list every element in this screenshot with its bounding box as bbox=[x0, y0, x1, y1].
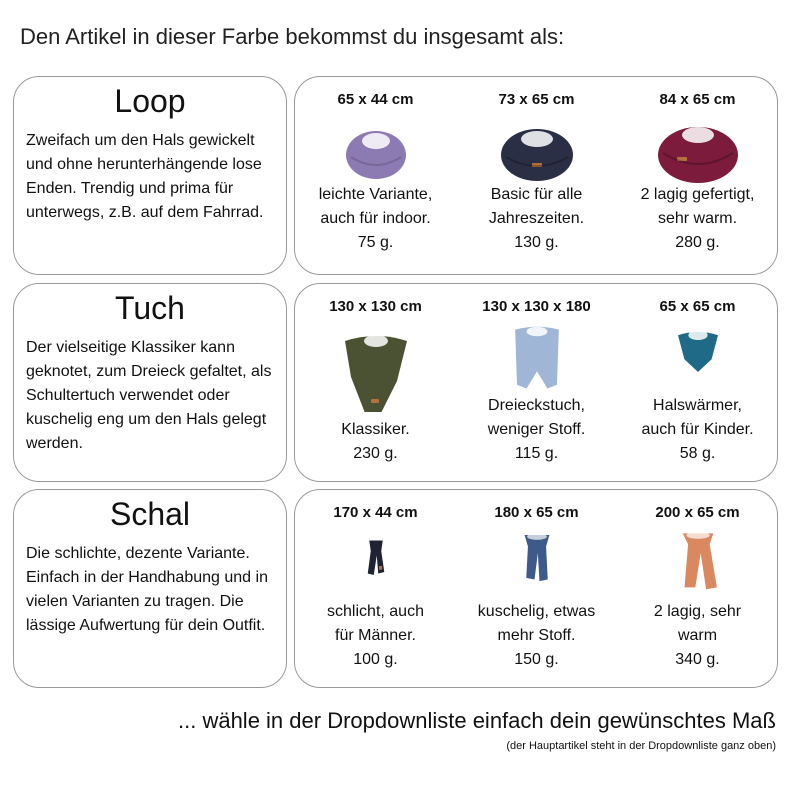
variant-weight: 280 g. bbox=[675, 234, 720, 251]
variant-caption: Dreieckstuch, weniger Stoff. 115 g. bbox=[456, 394, 617, 466]
type-description: Der vielseitige Klassiker kann geknotet, zum Dreieck gefaltet, als Schultertuch verwendet oder kuschelig eng um den Hals gelegt werden. bbox=[26, 339, 272, 452]
long-scarf-icon bbox=[331, 536, 421, 596]
page-header: Den Artikel in dieser Farbe bekommst du insgesamt als: bbox=[20, 24, 565, 49]
type-title: Tuch bbox=[115, 290, 185, 326]
type-card-tuch bbox=[13, 283, 287, 482]
variant-weight: 340 g. bbox=[675, 651, 720, 668]
long-scarf-icon bbox=[492, 530, 582, 596]
variant-caption: 2 lagig gefertigt, sehr warm. 280 g. bbox=[617, 183, 778, 255]
variant-weight: 150 g. bbox=[514, 651, 559, 668]
variant-caption: Klassiker. 230 g. bbox=[341, 421, 410, 462]
loop-scarf-icon bbox=[331, 113, 421, 193]
variant-weight: 100 g. bbox=[353, 651, 398, 668]
triangle-scarf-icon bbox=[331, 322, 421, 412]
variant-size: 65 x 65 cm bbox=[659, 298, 736, 315]
loop-scarf-icon bbox=[492, 113, 582, 193]
variant-caption: schlicht, auch für Männer. 100 g. bbox=[295, 600, 456, 672]
variant-tuch-large bbox=[295, 284, 456, 481]
variant-size: 84 x 65 cm bbox=[659, 91, 736, 108]
triangle-scarf-icon bbox=[492, 322, 582, 398]
variant-schal-small bbox=[295, 490, 456, 687]
variant-size: 130 x 130 x 180 bbox=[482, 298, 591, 315]
variant-tuch-small bbox=[617, 284, 778, 481]
footer-instruction: ... wähle in der Dropdownliste einfach dein gewünschtes Maß bbox=[178, 708, 776, 733]
variant-weight: 130 g. bbox=[514, 234, 559, 251]
variants-card-schal bbox=[294, 489, 778, 688]
variant-size: 65 x 44 cm bbox=[337, 91, 414, 108]
variant-size: 73 x 65 cm bbox=[498, 91, 575, 108]
variants-card-loop bbox=[294, 76, 778, 275]
loop-scarf-icon bbox=[653, 113, 743, 193]
variant-loop-small bbox=[295, 77, 456, 274]
type-description: Die schlichte, dezente Variante. Einfach in der Handhabung und in vielen Varianten zu tragen. Die lässige Aufwertung für dein Outfit. bbox=[26, 545, 268, 634]
triangle-scarf-icon bbox=[653, 324, 743, 388]
footer-note: (der Hauptartikel steht in der Dropdownliste ganz oben) bbox=[506, 740, 776, 752]
variant-loop-medium bbox=[456, 77, 617, 274]
type-title: Loop bbox=[114, 83, 186, 119]
variant-caption: 2 lagig, sehr warm 340 g. bbox=[617, 600, 778, 672]
variant-caption: Basic für alle Jahreszeiten. 130 g. bbox=[456, 183, 617, 255]
variant-weight: 75 g. bbox=[357, 234, 394, 251]
variant-tuch-triangle bbox=[456, 284, 617, 481]
variant-size: 200 x 65 cm bbox=[655, 504, 740, 521]
variant-schal-medium bbox=[456, 490, 617, 687]
type-card-loop bbox=[13, 76, 287, 275]
type-title: Schal bbox=[109, 496, 191, 532]
variant-schal-large bbox=[617, 490, 778, 687]
variants-card-tuch bbox=[294, 283, 778, 482]
variant-weight: 58 g. bbox=[679, 445, 716, 462]
variant-size: 130 x 130 cm bbox=[329, 298, 422, 315]
variant-size: 170 x 44 cm bbox=[333, 504, 418, 521]
variant-size: 180 x 65 cm bbox=[494, 504, 579, 521]
long-scarf-icon bbox=[653, 528, 743, 600]
variant-weight: 115 g. bbox=[514, 445, 559, 462]
type-card-schal bbox=[13, 489, 287, 688]
variant-caption: leichte Variante, auch für indoor. 75 g. bbox=[295, 183, 456, 255]
variant-caption: Halswärmer, auch für Kinder. 58 g. bbox=[617, 394, 778, 466]
variant-loop-large bbox=[617, 77, 778, 274]
variant-caption: kuschelig, etwas mehr Stoff. 150 g. bbox=[456, 600, 617, 672]
type-description: Zweifach um den Hals gewickelt und ohne herunterhängende lose Enden. Trendig und prima für unterwegs, z.B. auf dem Fahrrad. bbox=[26, 132, 264, 221]
